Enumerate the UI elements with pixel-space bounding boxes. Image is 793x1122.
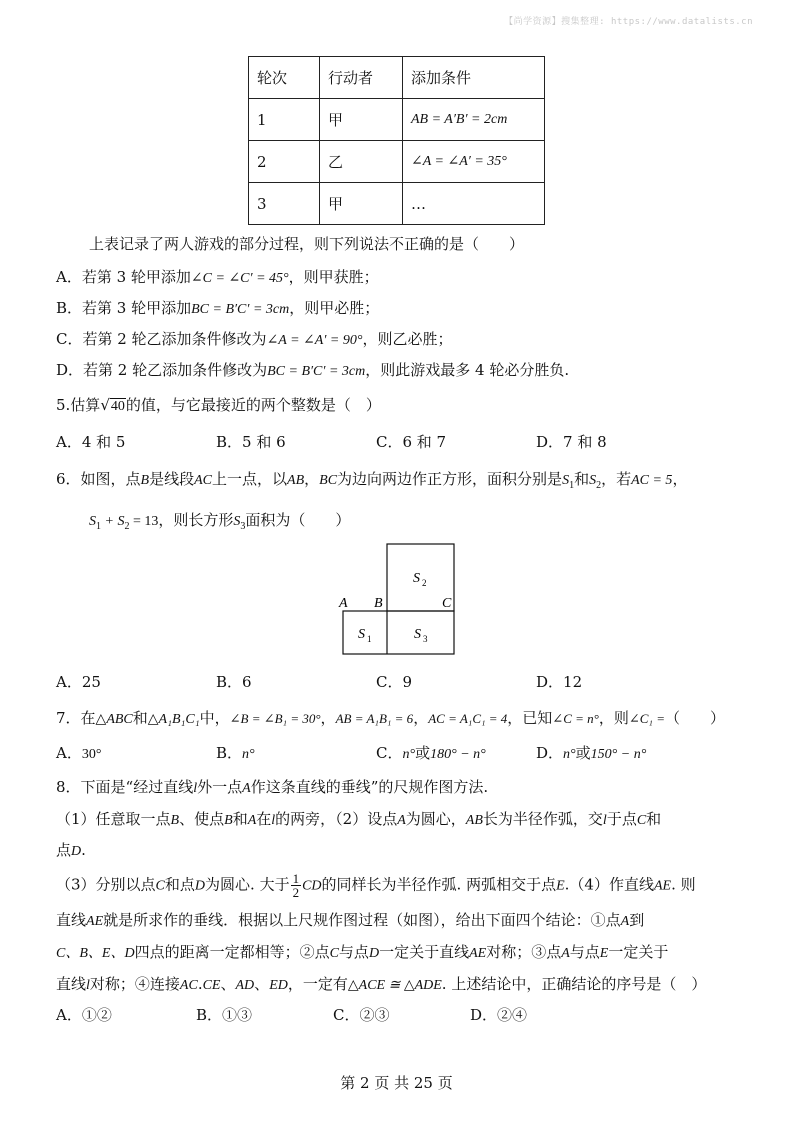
text: 6．如图，点 [56, 470, 141, 488]
text: . [81, 841, 86, 859]
text: 中， [199, 709, 230, 727]
q7-stem [56, 707, 725, 728]
text: ，已知 [507, 709, 553, 727]
q5-option-a: A．4 和 5 [56, 433, 126, 451]
q7-option-d [536, 742, 646, 763]
angle-c1: ∠C₁ = [628, 711, 665, 726]
q4-d-text: D．若第 2 轮乙添加条件修改为 [56, 361, 268, 379]
label-s1: S [358, 627, 365, 642]
s3: S [233, 514, 241, 529]
s2-sub: 2 [596, 480, 602, 491]
line-l: l [86, 978, 90, 993]
table-cell: AB = A′B′ = 2cm [403, 99, 545, 141]
text: ， [413, 709, 429, 727]
label-c: C [442, 596, 452, 611]
segment-ed: ED [269, 978, 288, 993]
q4-option-d [56, 359, 569, 380]
q4-option-c [56, 328, 452, 349]
q8-line7 [56, 973, 706, 994]
q4-a-math: ∠C = ∠C′ = 45° [190, 271, 289, 286]
q7-option-b [216, 742, 255, 763]
text: 点 [56, 841, 72, 859]
text: 为圆心. 大于 [205, 875, 290, 894]
q8-option-c: C．②③ [333, 1006, 390, 1024]
text: 到 [629, 911, 645, 929]
q5-stem: 5.估算√40的值，与它最接近的两个整数是（ ） [56, 396, 381, 414]
q4-option-a [56, 266, 379, 287]
q6-stem-line1 [56, 468, 687, 491]
label-s3: S [414, 627, 421, 642]
q4-c-math: ∠A = ∠A′ = 90° [266, 333, 363, 348]
s2-sub: 2 [124, 521, 130, 532]
s3-sub: 3 [240, 521, 246, 532]
text: （ ） [664, 709, 725, 727]
points-cbed: C、B、E、D [56, 946, 135, 961]
segment-ab: AB [287, 473, 305, 488]
q8-line4 [56, 872, 696, 899]
segment-ce: CE [202, 978, 221, 993]
text: 上一点，以 [212, 470, 288, 488]
q8-line3 [56, 839, 86, 860]
value: n° [402, 747, 416, 762]
s1-sub: 1 [569, 480, 575, 491]
point-c: C [155, 878, 165, 894]
denominator: 2 [292, 885, 300, 900]
value: n° [563, 747, 576, 762]
text: ， [304, 470, 320, 488]
table-cell: … [403, 183, 545, 225]
q6-option-a: A．25 [56, 673, 101, 691]
table-header-cell: 行动者 [320, 57, 403, 99]
text: . 上述结论中，正确结论的序号是（ ） [441, 975, 707, 993]
label: A． [56, 744, 82, 762]
plus-s2: + S [101, 514, 125, 529]
point-a: A [397, 813, 406, 828]
q6-stem-line2 [89, 509, 350, 532]
text: 为边向两边作正方形，面积分别是 [337, 470, 563, 488]
table-header-row [249, 57, 545, 99]
q8-line1 [56, 776, 488, 797]
q5-option-c: C．6 和 7 [376, 433, 447, 451]
text: 面积为（ ） [245, 511, 351, 529]
q8-option-d: D．②④ [470, 1006, 528, 1024]
q8-option-a: A．①② [56, 1006, 112, 1024]
q4-a-text: A．若第 3 轮甲添加 [56, 268, 191, 286]
text: （3）分别以点 [56, 875, 156, 894]
segment-ab: AB [465, 813, 483, 828]
numerator: 1 [292, 871, 300, 886]
text: 外一点 [197, 778, 243, 796]
s1: S [89, 514, 96, 529]
segment-cd: CD [302, 878, 322, 894]
line-ae: AE [469, 946, 487, 961]
text: ， [672, 470, 688, 488]
text: 一定关于直线 [379, 943, 470, 961]
text: 就是所求作的垂线．根据以上尺规作图过程（如图），给出下面四个结论：①点 [103, 911, 621, 929]
point-d: D [71, 844, 82, 859]
table-cell: 甲 [320, 183, 403, 225]
text: 与点 [338, 943, 369, 961]
point-e: E [599, 946, 609, 961]
value: 30° [81, 747, 102, 762]
text: 作这条直线的垂线”的尺规作图方法. [250, 778, 489, 796]
q4-b-tail: ，则甲必胜； [289, 299, 380, 317]
triangle-a1b1c1: △A₁B₁C₁ [147, 712, 200, 727]
segment-ac: AC [194, 473, 213, 488]
equals-13: = 13 [129, 514, 159, 529]
text: 和点 [164, 875, 195, 894]
text: 直线 [56, 911, 87, 929]
q7-option-c [376, 742, 486, 763]
text: .（4）作直线 [564, 875, 654, 894]
label-a: A [339, 596, 348, 611]
or: 或 [575, 744, 591, 762]
point-b: B [224, 813, 233, 828]
condition: AC = 5 [631, 473, 673, 488]
text: 于点 [606, 810, 637, 828]
table-row [249, 141, 545, 183]
text: 对称；③点 [486, 943, 562, 961]
text: 对称；④连接 [89, 975, 180, 993]
q5-radicand: 40 [110, 399, 125, 414]
game-rounds-table [248, 56, 545, 225]
point-a: A [242, 781, 251, 796]
text: 的两旁，（2）设点 [275, 810, 398, 828]
point-a: A [247, 813, 257, 828]
point-e: E [556, 878, 565, 894]
q4-option-b [56, 297, 379, 318]
label-s1-sub: 1 [367, 634, 372, 644]
text: 直线 [56, 975, 87, 993]
point-a: A [561, 946, 570, 961]
q7-option-a [56, 742, 101, 763]
q4-c-text: C．若第 2 轮乙添加条件修改为 [56, 330, 267, 348]
value2: 150° − n° [590, 747, 647, 762]
table-cell: 乙 [320, 141, 403, 183]
text: ，则 [598, 709, 629, 727]
point-c: C [329, 946, 339, 961]
page-footer: 第 2 页 共 25 页 [340, 1074, 453, 1092]
s1: S [562, 473, 570, 488]
text: 与点 [569, 943, 600, 961]
point-b: B [170, 813, 180, 828]
q8-line6 [56, 941, 668, 962]
q4-a-tail: ，则甲获胜； [288, 268, 379, 286]
text: （1）任意取一点 [56, 810, 171, 828]
q4-c-tail: ，则乙必胜； [362, 330, 453, 348]
s2: S [589, 473, 597, 488]
text: 四点的距离一定都相等；②点 [134, 943, 330, 961]
q4-d-tail: ，则此游戏最多 4 轮必分胜负. [365, 361, 570, 379]
text: 长为半径作弧，交 [482, 810, 603, 828]
value2: 180° − n° [430, 747, 486, 762]
line-l: l [602, 813, 607, 828]
text: 7．在 [56, 709, 96, 727]
q5-text: 5.估算 [56, 396, 101, 414]
condition-angle-b: ∠B = ∠B₁ = 30° [229, 711, 321, 726]
table-cell: 3 [249, 183, 320, 225]
q5-tail: 的值，与它最接近的两个整数是（ ） [125, 396, 381, 414]
segment-ad: AD [235, 978, 255, 993]
table-cell: 2 [249, 141, 320, 183]
text: 一定关于 [608, 943, 669, 961]
q5-option-d: D．7 和 8 [536, 433, 607, 451]
fraction-half [291, 872, 302, 899]
text: . 则 [671, 875, 696, 894]
triangle-abc: △ABC [95, 712, 133, 727]
line-l: l [271, 813, 276, 828]
text: 在 [256, 810, 272, 828]
q4-stem: 上表记录了两人游戏的部分过程，则下列说法不正确的是（ ） [89, 235, 525, 253]
label-b: B [374, 596, 383, 611]
table-row [249, 183, 545, 225]
text: . [197, 975, 203, 993]
q8-line5 [56, 909, 644, 930]
table-row [249, 99, 545, 141]
text: 和 [574, 470, 590, 488]
table-cell: 甲 [320, 99, 403, 141]
point-b: B [140, 473, 150, 488]
table-cell: ∠A = ∠A′ = 35° [403, 141, 545, 183]
text: ，若 [601, 470, 632, 488]
text: 和 [132, 709, 148, 727]
text: 是线段 [149, 470, 195, 488]
label-s2-sub: 2 [422, 578, 427, 588]
text: 、使点 [179, 810, 225, 828]
point-d: D [194, 878, 206, 894]
table-header-cell: 添加条件 [403, 57, 545, 99]
point-c: C [636, 813, 647, 828]
segment-ac: AC [179, 978, 198, 993]
text: 8．下面是“经过直线 [56, 778, 194, 796]
or: 或 [415, 744, 431, 762]
q4-b-text: B．若第 3 轮甲添加 [56, 299, 192, 317]
q6-option-d: D．12 [536, 673, 583, 691]
line-ae: AE [653, 878, 672, 894]
text: 和 [232, 810, 248, 828]
text: 的同样长为半径作弧. 两弧相交于点 [321, 875, 557, 894]
text: 、 [254, 975, 270, 993]
q5-option-b: B．5 和 6 [216, 433, 286, 451]
line-ae: AE [86, 914, 104, 929]
q6-option-b: B．6 [216, 673, 252, 691]
label-s3-sub: 3 [423, 634, 428, 644]
congruence: △ACE ≅ △ADE [347, 978, 442, 993]
label: B． [216, 744, 243, 762]
condition-angle-c: ∠C = n° [552, 711, 599, 726]
line-l: l [193, 781, 198, 796]
table-header-cell: 轮次 [249, 57, 320, 99]
point-a: A [620, 914, 630, 929]
q6-option-c: C．9 [376, 673, 413, 691]
label-s2: S [413, 571, 420, 586]
q4-b-math: BC = B′C′ = 3cm [191, 302, 290, 317]
text: 、 [220, 975, 236, 993]
label: D． [536, 744, 564, 762]
table-cell: 1 [249, 99, 320, 141]
q4-d-math: BC = B′C′ = 3cm [267, 364, 366, 379]
text: 为圆心， [405, 810, 466, 828]
point-d: D [368, 946, 380, 961]
s1-sub: 1 [96, 521, 101, 532]
squares-figure [330, 540, 470, 658]
value: n° [242, 747, 255, 762]
condition-ab: AB = A₁B₁ = 6 [335, 711, 414, 726]
condition-ac: AC = A₁C₁ = 4 [428, 711, 508, 726]
text: ，则长方形 [158, 511, 234, 529]
q8-option-b: B．①③ [196, 1006, 253, 1024]
watermark: 【尚学资源】搜集整理: https://www.datalists.cn [504, 17, 753, 27]
q8-line2 [56, 808, 661, 829]
text: ， [320, 709, 336, 727]
text: ，一定有 [287, 975, 348, 993]
label: C． [376, 744, 403, 762]
segment-bc: BC [319, 473, 338, 488]
text: 和 [646, 810, 662, 828]
